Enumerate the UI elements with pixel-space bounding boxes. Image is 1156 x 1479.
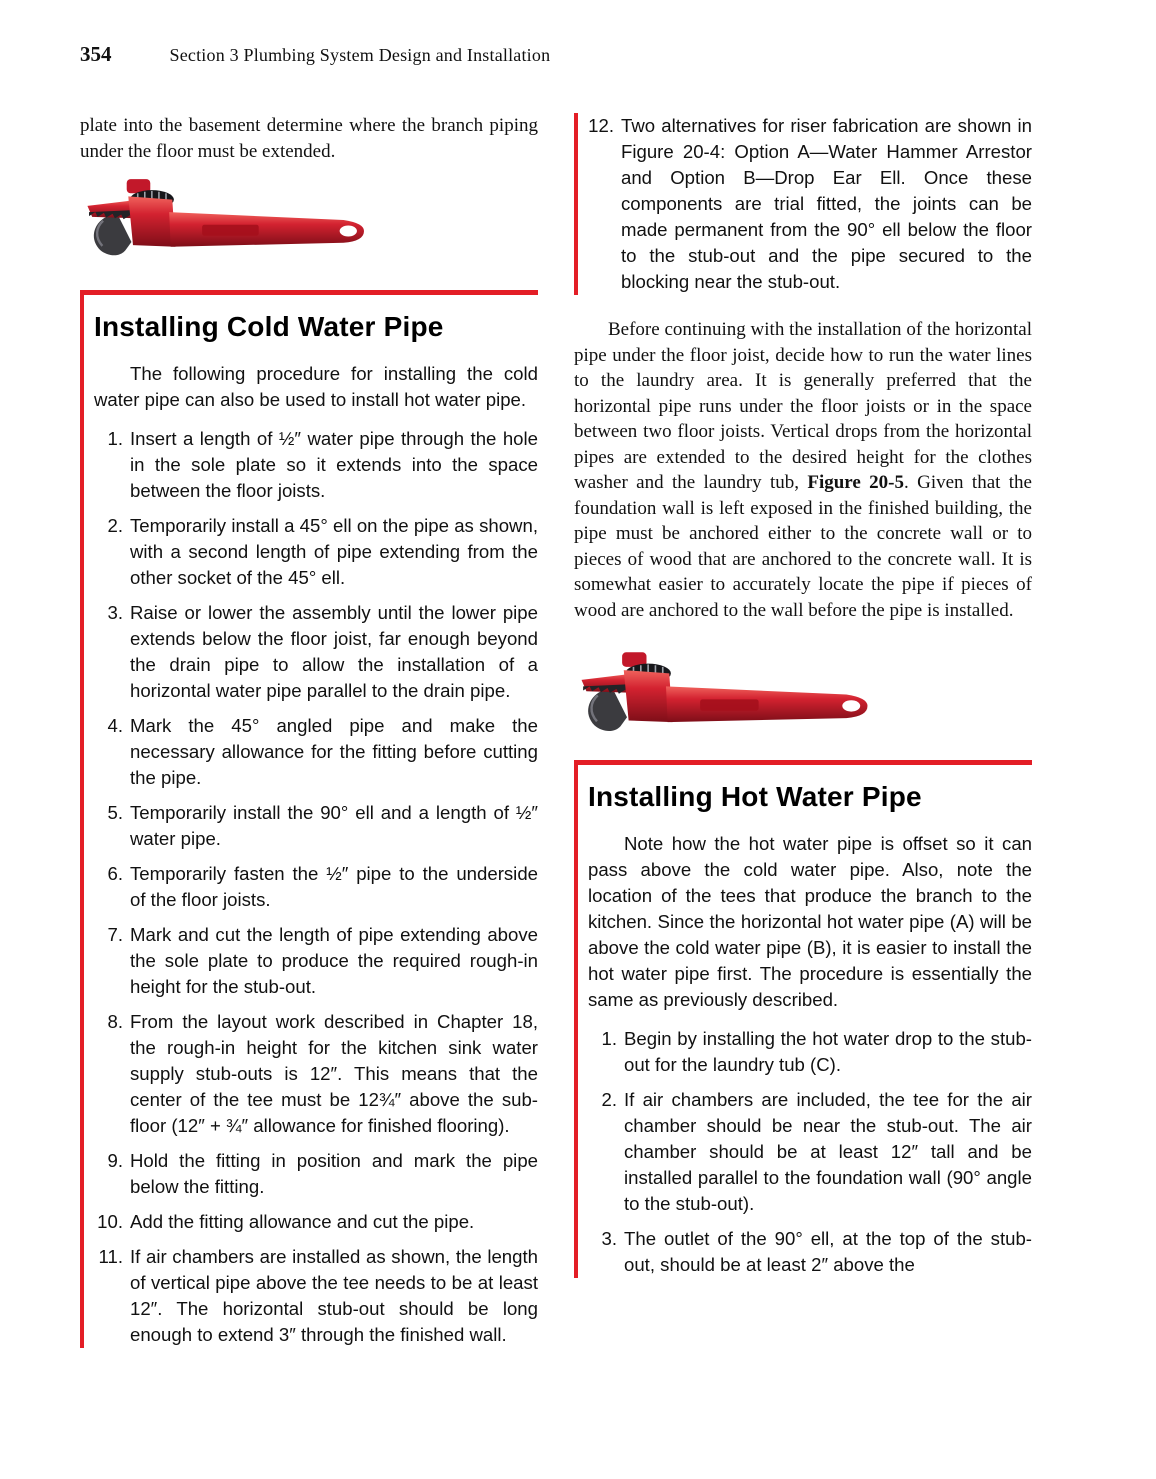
- list-text: Begin by installing the hot water drop to the stub-out for the laundry tub (C).: [624, 1028, 1032, 1075]
- list-number: 10.: [97, 1211, 123, 1232]
- list-number: 1.: [601, 1028, 617, 1049]
- list-text: Temporarily fasten the ½″ pipe to the underside of the floor joists.: [130, 863, 538, 910]
- section-lead-paragraph: The following procedure for installing the cold water pipe can also be used to install hot water pipe.: [94, 363, 538, 410]
- list-text: The outlet of the 90° ell, at the top of the stub-out, should be at least 2″ above the: [624, 1228, 1032, 1275]
- list-number: 2.: [107, 515, 123, 536]
- list-text: Two alternatives for riser fabrication are shown in Figure 20-4: Option A—Water Hammer Arrestor and Option B—Drop Ear Ell. Once these components are trial fitted, the joints can be made permanent from the 90° ell below the floor to the stub-out and the pipe secured to the blocking near the stub-out.: [621, 115, 1032, 292]
- list-text: Raise or lower the assembly until the lower pipe extends below the floor joist, far enough beyond the drain pipe to allow the installation of a horizontal water pipe parallel to the drain pipe.: [130, 602, 538, 701]
- list-text: If air chambers are included, the tee for the air chamber should be near the stub-out. The air chamber should be at least 12″ tall and be installed parallel to the foundation wall (90° angle to the stub-out).: [624, 1089, 1032, 1214]
- list-item: [94, 600, 538, 704]
- list-item: [94, 800, 538, 852]
- section-heading-cold-water: Installing Cold Water Pipe: [94, 311, 444, 342]
- list-text: If air chambers are installed as shown, the length of vertical pipe above the tee needs to be at least 12″. The horizontal stub-out should be long enough to extend 3″ through the finished wall.: [130, 1246, 538, 1345]
- list-item-12-changebar: [574, 113, 1032, 295]
- list-item: [94, 426, 538, 504]
- page-header: [80, 42, 1032, 67]
- list-text: Insert a length of ½″ water pipe through the hole in the sole plate so it extends into the space between the floor joists.: [130, 428, 538, 501]
- list-text: Mark the 45° angled pipe and make the necessary allowance for the fitting before cutting the pipe.: [130, 715, 538, 788]
- list-item: [585, 113, 1032, 295]
- list-item: [94, 1244, 538, 1348]
- intro-paragraph: plate into the basement determine where the branch piping under the floor must be extended.: [80, 115, 538, 162]
- list-item: [94, 1148, 538, 1200]
- list-item: [94, 1009, 538, 1139]
- running-header: Section 3 Plumbing System Design and Installation: [169, 45, 551, 65]
- list-number: 9.: [107, 1150, 123, 1171]
- list-item: [588, 1226, 1032, 1278]
- list-number: 12.: [588, 115, 614, 136]
- list-number: 8.: [107, 1011, 123, 1032]
- list-item: [94, 922, 538, 1000]
- list-item: [94, 513, 538, 591]
- list-number: 2.: [601, 1089, 617, 1110]
- list-text: Add the fitting allowance and cut the pipe.: [130, 1211, 475, 1232]
- list-number: 4.: [107, 715, 123, 736]
- list-item: [94, 1209, 538, 1235]
- section-heading-hot-water: Installing Hot Water Pipe: [588, 781, 922, 812]
- pipe-wrench-photo: [576, 649, 1032, 740]
- section-lead-paragraph: Note how the hot water pipe is offset so it can pass above the cold water pipe. Also, note the location of the tees that produce the branch to the kitchen. Since the horizontal hot water pipe (A) will be above the cold water pipe (B), it is easier to install the hot water pipe first. The procedure is essentially the same as previously described.: [588, 833, 1032, 1010]
- list-number: 6.: [107, 863, 123, 884]
- list-number: 3.: [601, 1228, 617, 1249]
- hot-water-section: [574, 760, 1032, 1278]
- list-item: [94, 861, 538, 913]
- list-text: Temporarily install the 90° ell and a length of ½″ water pipe.: [130, 802, 538, 849]
- numbered-list-cold-water: [94, 426, 538, 1348]
- list-text: Hold the fitting in position and mark the pipe below the fitting.: [130, 1150, 538, 1197]
- right-column: [574, 113, 1032, 1357]
- left-column: [80, 113, 538, 1357]
- list-item: [94, 713, 538, 791]
- numbered-list-hot-water: [588, 1026, 1032, 1278]
- page-number: 354: [80, 42, 112, 66]
- list-number: 3.: [107, 602, 123, 623]
- pipe-wrench-image: [82, 176, 382, 264]
- list-text: From the layout work described in Chapter 18, the rough-in height for the kitchen sink water supply stub-outs is 12″. This means that the center of the tee must be 12¾″ above the sub-floor (12″ + ¾″ allowance for finished flooring).: [130, 1011, 538, 1136]
- list-number: 1.: [107, 428, 123, 449]
- cold-water-section: [80, 290, 538, 1348]
- list-number: 5.: [107, 802, 123, 823]
- body-paragraph: Before continuing with the installation of the horizontal pipe under the floor joist, decide how to run the water lines to the laundry area. It is generally preferred that the horizontal pipe runs under the floor joists or in the space between two floor joists. Vertical drops from the horizontal pipes are extended to the desired height for the clothes washer and the laundry tub, Figure 20-5. Given that the foundation wall is left exposed in the finished building, the pipe must be anchored either to the concrete wall or to pieces of wood that are anchored to the concrete wall. It is somewhat easier to accurately locate the pipe if pieces of wood are anchored to the wall before the pipe is installed.: [574, 319, 1032, 621]
- two-column-layout: [80, 113, 1032, 1357]
- list-number: 11.: [98, 1246, 123, 1267]
- list-text: Temporarily install a 45° ell on the pipe as shown, with a second length of pipe extending from the other socket of the 45° ell.: [130, 515, 538, 588]
- list-text: Mark and cut the length of pipe extending above the sole plate to produce the required rough-in height for the stub-out.: [130, 924, 538, 997]
- list-item: [588, 1087, 1032, 1217]
- pipe-wrench-photo: [82, 176, 538, 264]
- pipe-wrench-image: [576, 649, 886, 740]
- list-item: [588, 1026, 1032, 1078]
- list-number: 7.: [107, 924, 123, 945]
